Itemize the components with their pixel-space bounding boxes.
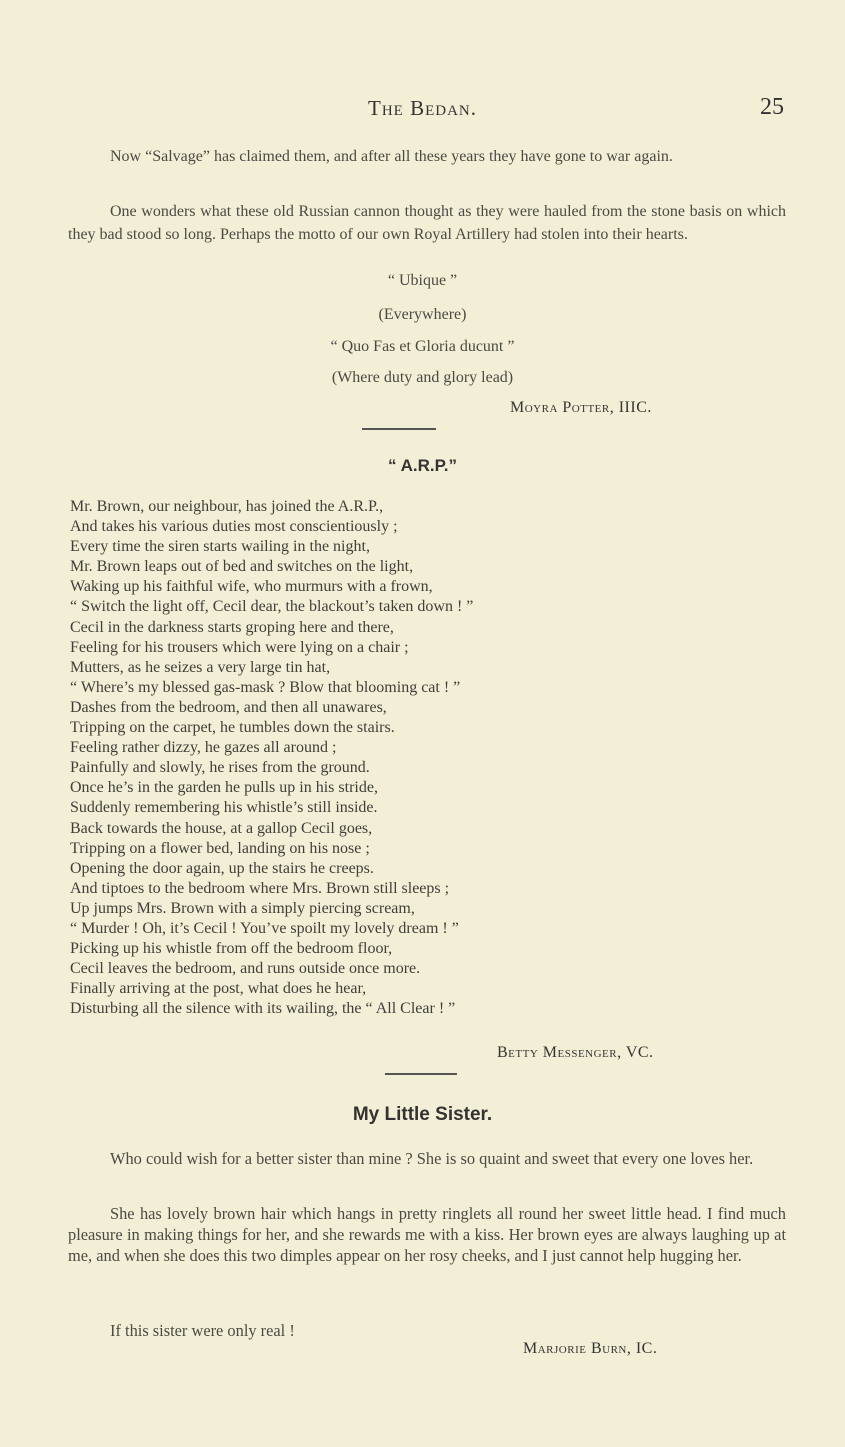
running-header-title: The Bedan. — [368, 96, 477, 120]
poem-line: Disturbing all the silence with its wailing, the “ All Clear ! ” — [70, 1000, 456, 1018]
poem-line: Feeling for his trousers which were lying on a chair ; — [70, 638, 409, 656]
poem-line: Finally arriving at the post, what does he hear, — [70, 980, 367, 998]
sister-article-title: My Little Sister. — [352, 1104, 493, 1125]
poem-line: Painfully and slowly, he rises from the ground. — [70, 759, 370, 777]
poem-line: “ Switch the light off, Cecil dear, the blackout’s taken down ! ” — [70, 598, 474, 616]
poem-line: Waking up his faithful wife, who murmurs with a frown, — [70, 578, 433, 596]
poem-line: Once he’s in the garden he pulls up in his stride, — [70, 779, 378, 797]
arp-poem-body — [70, 497, 790, 1019]
motto-english-1: (Everywhere) — [378, 306, 467, 323]
poem-line: Mr. Brown, our neighbour, has joined the A.R.P., — [70, 498, 384, 515]
motto-english-2: (Where duty and glory lead) — [331, 369, 514, 386]
section-divider-1 — [362, 428, 436, 430]
poem-line: Up jumps Mrs. Brown with a simply piercing scream, — [70, 899, 415, 917]
poem-line: Dashes from the bedroom, and then all unawares, — [70, 698, 387, 716]
poem-line: Back towards the house, at a gallop Cecil goes, — [70, 819, 373, 837]
page-number: 25 — [760, 94, 784, 120]
poem-line: Cecil leaves the bedroom, and runs outside once more. — [70, 960, 421, 978]
poem-line: Tripping on a flower bed, landing on his nose ; — [70, 839, 370, 857]
poem-line: And takes his various duties most conscientiously ; — [70, 518, 398, 536]
poem-line: Feeling rather dizzy, he gazes all around ; — [70, 739, 337, 757]
poem-line: Suddenly remembering his whistle’s still inside. — [70, 799, 378, 817]
salvage-paragraph-2: One wonders what these old Russian cannon thought as they were hauled from the stone basis on which they bad stood so long. Perhaps the motto of our own Royal Artillery had stolen into their hearts. — [68, 203, 786, 243]
poem-line: Cecil in the darkness starts groping here and there, — [70, 618, 394, 636]
poem-line: Mutters, as he seizes a very large tin hat, — [70, 658, 331, 676]
poem-line: Picking up his whistle from off the bedroom floor, — [70, 940, 393, 958]
motto-latin-2: “ Quo Fas et Gloria ducunt ” — [330, 338, 515, 355]
sister-paragraph-1: Who could wish for a better sister than mine ? She is so quaint and sweet that every one loves her. — [110, 1149, 754, 1168]
poem-line: “ Where’s my blessed gas-mask ? Blow that blooming cat ! ” — [70, 678, 461, 696]
poem-line: And tiptoes to the bedroom where Mrs. Brown still sleeps ; — [70, 879, 450, 897]
salvage-author: Moyra Potter, IIIC. — [510, 399, 652, 416]
sister-paragraph-2: She has lovely brown hair which hangs in pretty ringlets all round her sweet little head. I find much pleasure in making things for her, and she rewards me with a kiss. Her brown eyes are always laughing up at me, and when she does this two dimples appear on her rosy cheeks, and I just cannot help hugging her. — [68, 1204, 786, 1265]
poem-line: Tripping on the carpet, he tumbles down the stairs. — [70, 719, 395, 737]
poem-line: “ Murder ! Oh, it’s Cecil ! You’ve spoilt my lovely dream ! ” — [70, 919, 459, 937]
poem-line: Opening the door again, up the stairs he creeps. — [70, 859, 374, 877]
arp-poem-title: “ A.R.P.” — [388, 456, 457, 475]
sister-paragraph-3: If this sister were only real ! — [110, 1321, 295, 1340]
poem-line: Mr. Brown leaps out of bed and switches on the light, — [70, 558, 414, 576]
arp-poem-author: Betty Messenger, VC. — [497, 1044, 654, 1061]
salvage-paragraph-1: Now “Salvage” has claimed them, and after all these years they have gone to war again. — [110, 148, 673, 165]
section-divider-2 — [385, 1073, 457, 1075]
sister-article-author: Marjorie Burn, IC. — [523, 1340, 658, 1357]
motto-latin-1: “ Ubique ” — [387, 272, 458, 289]
poem-line: Every time the siren starts wailing in the night, — [70, 538, 370, 556]
